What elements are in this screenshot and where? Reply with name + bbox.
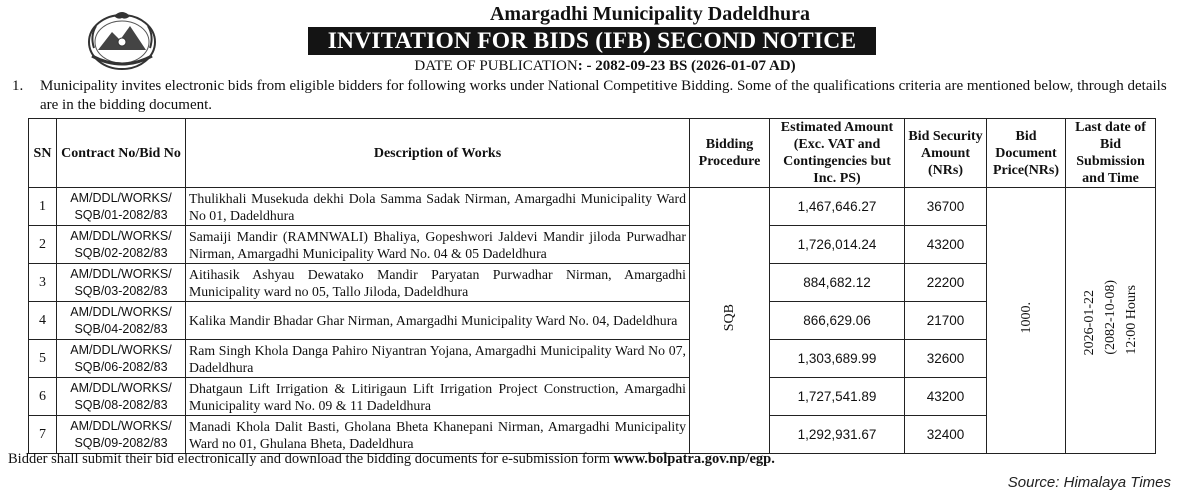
row-contract: [57, 226, 186, 264]
row-description: Thulikhali Musekuda dekhi Dola Samma Sadak Nirman, Amargadhi Municipality Ward No 01, Dadeldhura: [186, 188, 690, 226]
row-amount: 1,303,689.99: [770, 340, 905, 378]
contract-line-2: SQB/09-2082/83: [74, 435, 168, 450]
contract-line-1: AM/DDL/WORKS/: [70, 380, 172, 395]
row-amount: 1,726,014.24: [770, 226, 905, 264]
contract-line-2: SQB/01-2082/83: [74, 207, 168, 222]
row-sn: 3: [29, 264, 57, 302]
table-row: [29, 188, 1156, 226]
row-amount: 1,467,646.27: [770, 188, 905, 226]
row-amount: 884,682.12: [770, 264, 905, 302]
contract-line-1: AM/DDL/WORKS/: [70, 190, 172, 205]
footer-text: Bidder shall submit their bid electronically and download the bidding documents for e-submission form: [8, 451, 611, 467]
header-contract: Contract No/Bid No: [57, 119, 186, 188]
contract-line-1: AM/DDL/WORKS/: [70, 418, 172, 433]
table-row: [29, 264, 1156, 302]
row-amount: 1,292,931.67: [770, 416, 905, 454]
table-header-row: [29, 119, 1156, 188]
header-deadline: Last date of Bid Submission and Time: [1066, 119, 1156, 188]
row-contract: [57, 340, 186, 378]
deadline-date: 2026-01-22: [1082, 289, 1097, 355]
publication-label: DATE OF PUBLICATION: [414, 58, 578, 74]
publication-value: : - 2082-09-23 BS (2026-01-07 AD): [577, 58, 796, 74]
row-amount: 1,727,541.89: [770, 378, 905, 416]
deadline-cell: [1066, 188, 1156, 454]
row-sn: 2: [29, 226, 57, 264]
table-row: [29, 302, 1156, 340]
row-contract: [57, 378, 186, 416]
header-amount: Estimated Amount (Exc. VAT and Contingencies but Inc. PS): [770, 119, 905, 188]
bidding-procedure-cell: [690, 188, 770, 454]
row-sn: 5: [29, 340, 57, 378]
row-description: Kalika Mandir Bhadar Ghar Nirman, Amargadhi Municipality Ward No. 04, Dadeldhura: [186, 302, 690, 340]
row-description: Ram Singh Khola Danga Pahiro Niyantran Yojana, Amargadhi Municipality Ward No 07, Dadeldhura: [186, 340, 690, 378]
row-contract: [57, 302, 186, 340]
row-contract: [57, 188, 186, 226]
contract-line-1: AM/DDL/WORKS/: [70, 342, 172, 357]
row-sn: 6: [29, 378, 57, 416]
header-security: Bid Security Amount (NRs): [905, 119, 987, 188]
intro-text: Municipality invites electronic bids from eligible bidders for following works under National Competitive Bidding. Some of the qualifications criteria are mentioned below, through details are in the bidding document.: [40, 78, 1167, 113]
header-sn: SN: [29, 119, 57, 188]
table-row: [29, 378, 1156, 416]
bids-table: [28, 118, 1156, 454]
deadline-date-bs: (2082-10-08): [1103, 280, 1118, 355]
organization-name: Amargadhi Municipality Dadeldhura: [489, 3, 811, 25]
contract-line-1: AM/DDL/WORKS/: [70, 228, 172, 243]
contract-line-1: AM/DDL/WORKS/: [70, 266, 172, 281]
contract-line-2: SQB/08-2082/83: [74, 397, 168, 412]
row-security: 21700: [905, 302, 987, 340]
bidding-procedure-value: SQB: [722, 304, 737, 332]
contract-line-2: SQB/03-2082/83: [74, 283, 168, 298]
government-emblem-icon: [84, 6, 160, 72]
table-row: [29, 340, 1156, 378]
document-price-value: 1000.: [1018, 302, 1034, 334]
row-description: Manadi Khola Dalit Basti, Gholana Bheta Khanepani Nirman, Amargadhi Municipality Ward no 01, Ghulana Bheta, Dadeldhura: [186, 416, 690, 454]
contract-line-1: AM/DDL/WORKS/: [70, 304, 172, 319]
contract-line-2: SQB/04-2082/83: [74, 321, 168, 336]
contract-line-2: SQB/02-2082/83: [74, 245, 168, 260]
document-price-cell: [987, 188, 1066, 454]
notice-title-banner: INVITATION FOR BIDS (IFB) SECOND NOTICE: [308, 27, 876, 55]
row-description: Dhatgaun Lift Irrigation & Litirigaun Lift Irrigation Project Construction, Amargadhi Municipality ward No. 09 & 11 Dadeldhura: [186, 378, 690, 416]
row-security: 43200: [905, 226, 987, 264]
source-credit: Source: Himalaya Times: [1007, 474, 1171, 491]
row-sn: 7: [29, 416, 57, 454]
row-description: Samaiji Mandir (RAMNWALI) Bhaliya, Gopeshwori Jaldevi Mandir jiloda Purwadhar Nirman, Amargadhi Municipality Ward No. 04 & 05 Dadeldhura: [186, 226, 690, 264]
row-contract: [57, 416, 186, 454]
header-procedure: Bidding Procedure: [690, 119, 770, 188]
header-price: Bid Document Price(NRs): [987, 119, 1066, 188]
intro-paragraph: [12, 77, 1177, 115]
publication-date: [330, 58, 880, 75]
row-security: 32400: [905, 416, 987, 454]
table-row: [29, 416, 1156, 454]
bolpatra-link[interactable]: www.bolpatra.gov.np/egp.: [613, 451, 775, 467]
table-row: [29, 226, 1156, 264]
row-description: Aitihasik Ashyau Dewatako Mandir Paryatan Purwadhar Nirman, Amargadhi Municipality ward no 05, Tallo Jiloda, Dadeldhura: [186, 264, 690, 302]
row-security: 22200: [905, 264, 987, 302]
contract-line-2: SQB/06-2082/83: [74, 359, 168, 374]
row-contract: [57, 264, 186, 302]
deadline-time: 12:00 Hours: [1124, 285, 1139, 355]
row-security: 32600: [905, 340, 987, 378]
row-security: 43200: [905, 378, 987, 416]
intro-number: 1.: [12, 78, 24, 94]
row-security: 36700: [905, 188, 987, 226]
header-description: Description of Works: [186, 119, 690, 188]
row-sn: 4: [29, 302, 57, 340]
row-sn: 1: [29, 188, 57, 226]
row-amount: 866,629.06: [770, 302, 905, 340]
footer-note: [8, 451, 775, 468]
